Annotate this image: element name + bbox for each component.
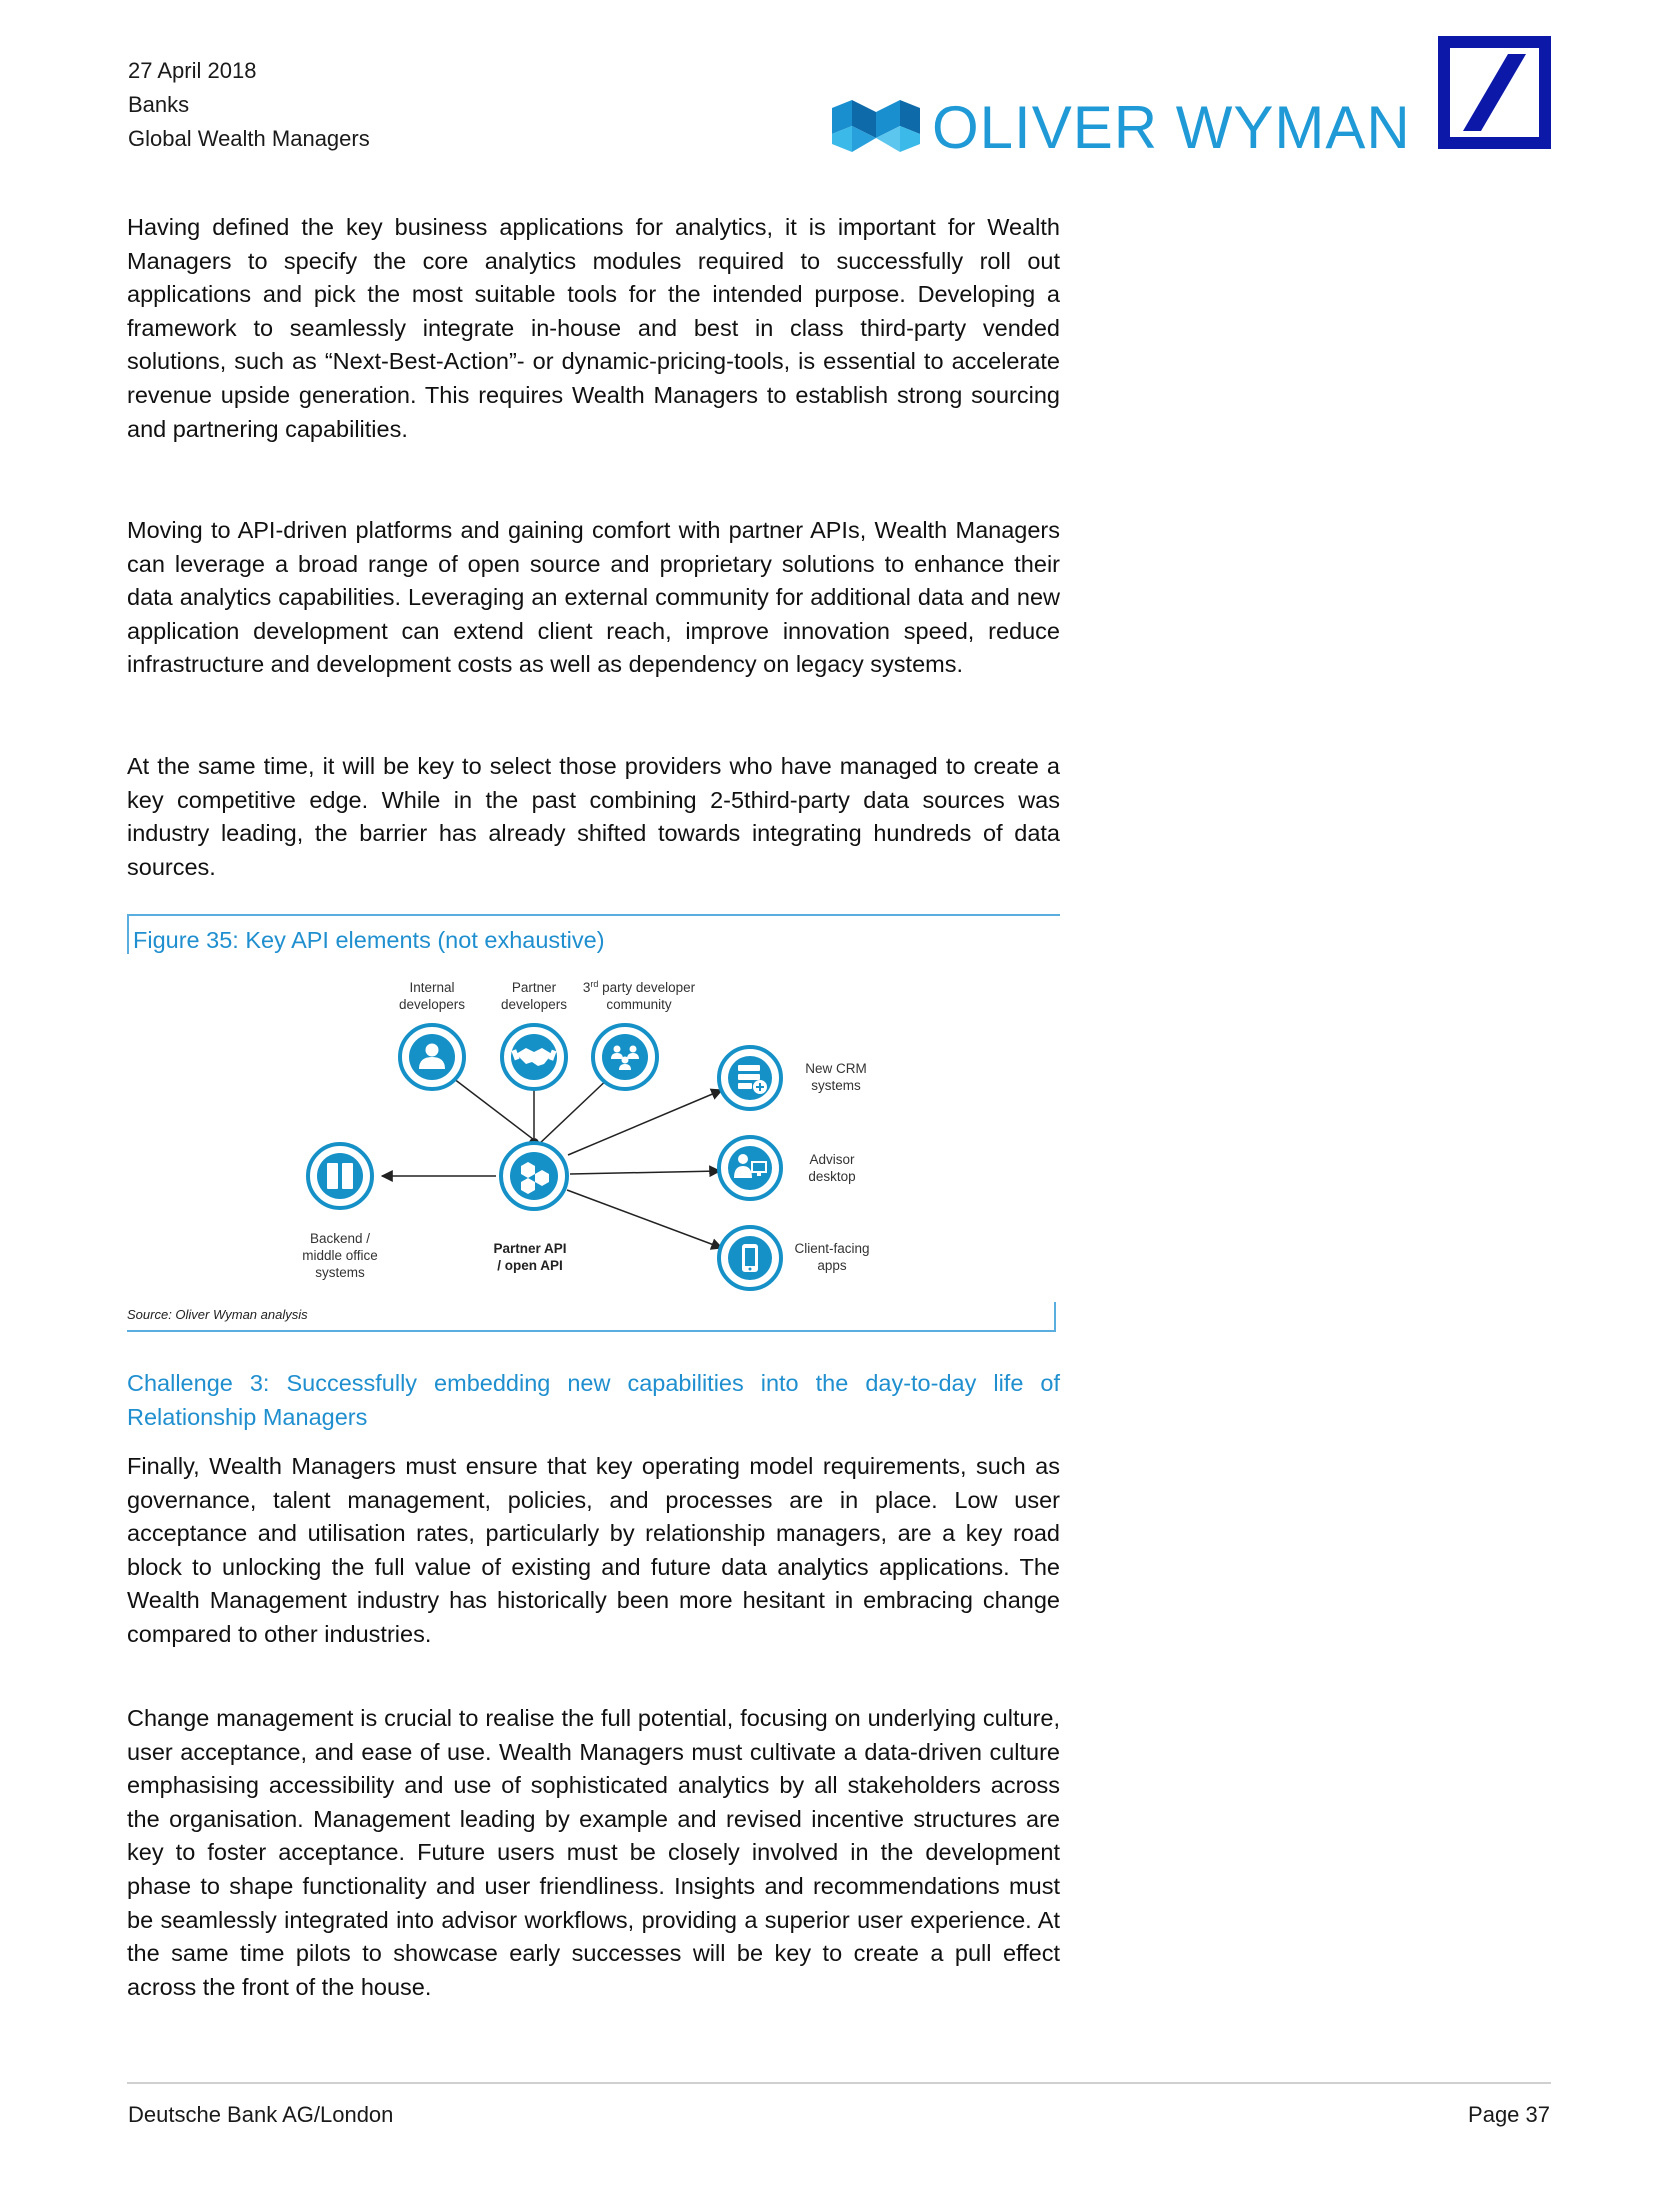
node-third-party-community [593, 1025, 657, 1089]
body-paragraph-1: Having defined the key business applications for analytics, it is important for Wealth Managers to specify the core analytics modules required to successfully roll out applications and pick the most suitable tools for the intended purpose. Developing a framework to seamlessly integrate in-house and best in class third-party vended solutions, such as “Next-Best-Action”- or dynamic-pricing-tools, is essential to accelerate revenue upside generation. This requires Wealth Managers to establish strong sourcing and partnering capabilities. [127, 214, 1060, 442]
connector-crm [568, 1090, 722, 1155]
label-apps-line2: apps [817, 1258, 847, 1273]
label-apps-line1: Client-facing [794, 1241, 870, 1256]
oliver-wyman-logo-text: OLIVER WYMAN [932, 94, 1411, 161]
node-backend-systems [308, 1144, 372, 1208]
label-third-party-line1: 3rd party developer [582, 979, 696, 995]
label-backend-line1: Backend / [309, 1231, 371, 1246]
label-api-line1: Partner API [493, 1241, 567, 1256]
label-crm-line1: New CRM [805, 1061, 867, 1076]
figure-left-tick [127, 914, 129, 954]
figure-right-tick [1054, 1302, 1056, 1332]
node-advisor-desktop [719, 1137, 781, 1199]
figure-source: Source: Oliver Wyman analysis [127, 1307, 308, 1322]
node-client-facing-apps [719, 1227, 781, 1289]
label-api-line2: / open API [497, 1258, 563, 1273]
report-title: Global Wealth Managers [128, 126, 370, 151]
body-paragraph-5: Change management is crucial to realise the full potential, focusing on underlying culture, user acceptance, and ease of use. Wealth Managers must cultivate a data-driven culture emphasising accessibility and use of sophisticated analytics by all stakeholders across the organisation. Management leading by example and revised incentive structures are key to foster acceptance. Future users must be closely involved in the development phase to shape functionality and user friendliness. Insights and recommendations must be seamlessly integrated into advisor workflows, providing a superior user experience. At the same time pilots to showcase early successes will be key to create a pull effect across the front of the house. [127, 1705, 1060, 2000]
footer-rule [127, 2082, 1551, 2084]
figure-title: Figure 35: Key API elements (not exhaustive) [133, 927, 605, 953]
deutsche-bank-logo [1438, 36, 1551, 149]
connector-apps [567, 1190, 722, 1248]
deutsche-bank-slash-icon [1450, 48, 1539, 137]
challenge-3-heading: Challenge 3: Successfully embedding new capabilities into the day-to-day life of Relationship Managers [127, 1370, 1060, 1430]
smartphone-icon [742, 1244, 758, 1272]
report-date: 27 April 2018 [128, 58, 257, 83]
label-partner-line2: developers [500, 997, 568, 1012]
footer-publisher: Deutsche Bank AG/London [128, 2102, 394, 2127]
api-elements-diagram [280, 968, 920, 1298]
body-paragraph-4: Finally, Wealth Managers must ensure that key operating model requirements, such as governance, talent management, policies, and processes are in place. Low user acceptance and utilisation rates, particularly by relationship managers, are a key road block to unlocking the full value of existing and future data analytics applications. The Wealth Management industry has historically been more hesitant in embracing change compared to other industries. [127, 1453, 1060, 1647]
body-paragraph-3: At the same time, it will be key to select those providers who have managed to create a key competitive edge. While in the past combining 2-5third-party data sources was industry leading, the barrier has already shifted towards integrating hundreds of data sources. [127, 753, 1060, 880]
label-third-party-line2: community [606, 997, 672, 1012]
figure-top-rule [127, 914, 1060, 916]
oliver-wyman-logo [828, 94, 1428, 161]
label-backend-line2: middle office [302, 1248, 378, 1263]
node-new-crm-systems [719, 1047, 781, 1109]
label-backend-line3: systems [315, 1265, 365, 1280]
node-internal-developers [400, 1025, 464, 1089]
page-number: Page 37 [1468, 2102, 1550, 2127]
report-sector: Banks [128, 92, 190, 117]
label-advisor-line1: Advisor [809, 1152, 855, 1167]
label-internal-line2: developers [398, 997, 466, 1012]
label-advisor-line2: desktop [808, 1169, 856, 1184]
connector-advisor [570, 1171, 720, 1174]
label-internal-line1: Internal [409, 980, 455, 995]
node-partner-api [501, 1143, 567, 1209]
node-partner-developers [502, 1025, 566, 1089]
figure-bottom-rule [127, 1330, 1056, 1332]
label-partner-line1: Partner [511, 980, 557, 995]
report-metadata [128, 54, 370, 156]
body-paragraph-2: Moving to API-driven platforms and gaining comfort with partner APIs, Wealth Managers can leverage a broad range of open source and proprietary solutions to enhance their data analytics capabilities. Leveraging an external community for additional data and new application development can extend client reach, improve innovation speed, reduce infrastructure and development costs as well as dependency on legacy systems. [127, 517, 1060, 678]
label-crm-line2: systems [811, 1078, 861, 1093]
oliver-wyman-logo-mark-icon [828, 96, 924, 156]
